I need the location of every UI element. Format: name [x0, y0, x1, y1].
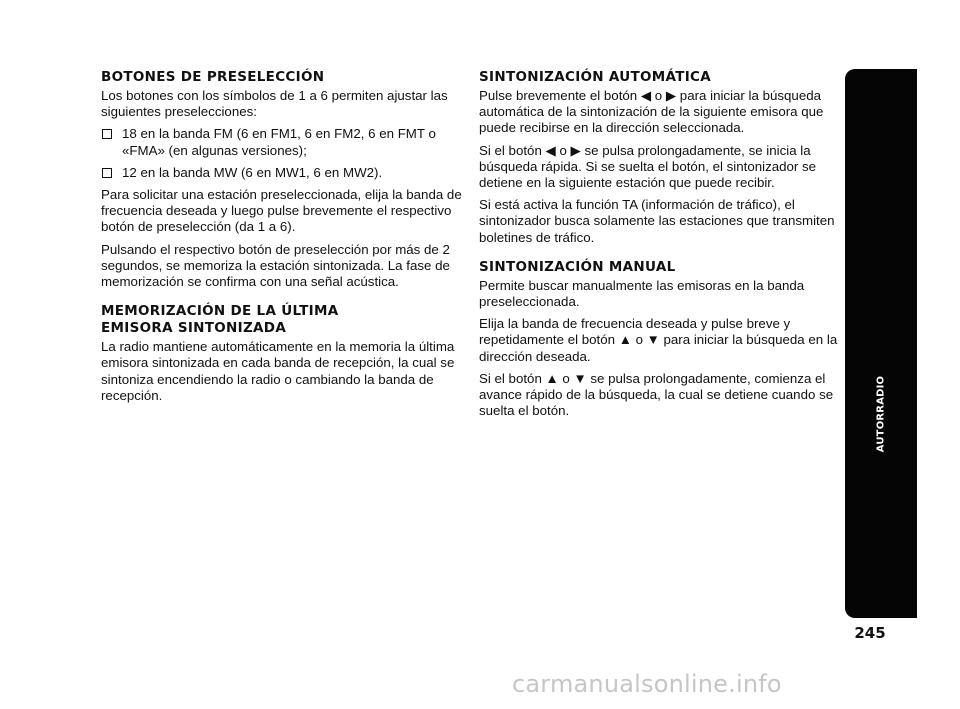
- presets-paragraph: Pulsando el respectivo botón de preselección por más de 2 segundos, se memoriza la estación sintonizada. La fase de memorización se confirma con una señal acústica.: [101, 241, 450, 290]
- section-tab-label: AUTORRADIO: [875, 375, 887, 453]
- manual-tuning-paragraph: Si el botón ▲ o ▼ se pulsa prolongadamente, comienza el avance rápido de la búsqueda, la cual se detiene cuando se suelta el botón.: [479, 370, 834, 419]
- page-number: 245: [854, 624, 886, 642]
- checkbox-bullet-icon: [102, 129, 112, 139]
- watermark: carmanualsonline.info: [512, 670, 782, 698]
- auto-tuning-heading: SINTONIZACIÓN AUTOMÁTICA: [479, 69, 711, 85]
- section-tab: [845, 69, 917, 618]
- manual-tuning-paragraph: Permite buscar manualmente las emisoras en la banda preseleccionada.: [479, 277, 805, 310]
- auto-tuning-paragraph: Pulse brevemente el botón ◀ o ▶ para iniciar la búsqueda automática de la sintonización de la siguiente emisora que puede recibirse en la dirección seleccionada.: [479, 88, 824, 136]
- list-item: [101, 165, 466, 181]
- left-column: [101, 69, 466, 410]
- memory-heading: [101, 303, 466, 337]
- presets-heading: BOTONES DE PRESELECCIÓN: [101, 69, 325, 85]
- list-item: [101, 126, 466, 158]
- presets-paragraph: Para solicitar una estación preseleccionada, elija la banda de frecuencia deseada y luego pulse brevemente el respectivo botón de preselección (da 1 a 6).: [101, 187, 462, 235]
- presets-intro: Los botones con los símbolos de 1 a 6 permiten ajustar las siguientes preselecciones:: [101, 88, 448, 120]
- manual-tuning-paragraph: Elija la banda de frecuencia deseada y pulse breve y repetidamente el botón ▲ o ▼ para iniciar la búsqueda en la dirección deseada.: [479, 316, 838, 364]
- auto-tuning-paragraph: Si el botón ◀ o ▶ se pulsa prolongadamente, se inicia la búsqueda rápida. Si se suelta el botón, el sintonizador se detiene en la siguiente estación que puede recibir.: [479, 142, 817, 191]
- memory-paragraph: La radio mantiene automáticamente en la memoria la última emisora sintonizada en cada banda de recepción, la cual se sintoniza encendiendo la radio o cambiando la banda de recepción.: [101, 339, 455, 403]
- manual-tuning-heading: SINTONIZACIÓN MANUAL: [479, 258, 676, 275]
- memory-heading-line: EMISORA SINTONIZADA: [101, 320, 287, 337]
- checkbox-bullet-icon: [102, 168, 112, 178]
- right-column: [479, 69, 839, 425]
- memory-heading-line: MEMORIZACIÓN DE LA ÚLTIMA: [101, 303, 339, 320]
- auto-tuning-paragraph: Si está activa la función TA (información de tráfico), el sintonizador busca solamente las estaciones que transmiten boletines de tráfico.: [479, 197, 835, 245]
- bullet-text: 12 en la banda MW (6 en MW1, 6 en MW2).: [122, 164, 383, 180]
- bullet-text: 18 en la banda FM (6 en FM1, 6 en FM2, 6 en FMT o «FMA» (en algunas versiones);: [122, 126, 436, 158]
